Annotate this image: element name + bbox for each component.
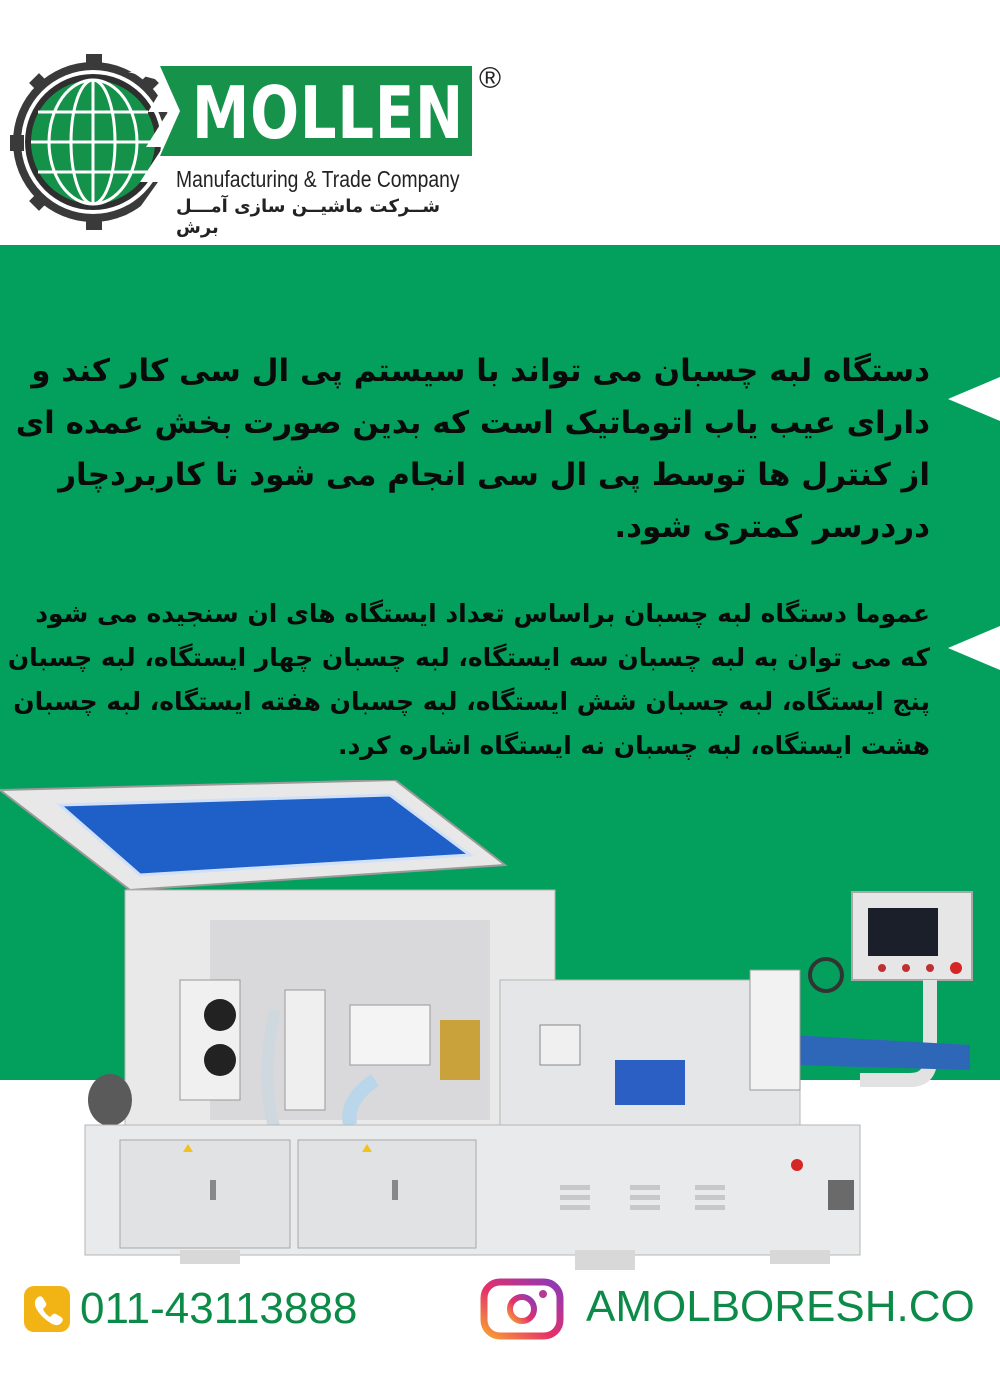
- brand-name: MOLLEN: [192, 71, 465, 155]
- decorative-notch: [948, 377, 1000, 421]
- registered-mark: ®: [479, 62, 502, 95]
- phone-number[interactable]: 011-43113888: [80, 1284, 358, 1333]
- tagline-english: Manufacturing & Trade Company: [176, 166, 460, 192]
- instagram-icon: [480, 1278, 564, 1340]
- edge-banding-machine-image: [0, 780, 1000, 1290]
- decorative-notch: [948, 626, 1000, 670]
- description-paragraph-stations: عموما دستگاه لبه چسبان براساس تعداد ایستگاه های ان سنجیده می شود که می توان به لبه چسبان سه ایستگاه، لبه چسبان چهار ایستگاه، لبه چسبان پنج ایستگاه، لبه چسبان شش ایستگاه، لبه چسبان هفته ایستگاه، لبه چسبان هشت ایستگاه، لبه چسبان نه ایستگاه اشاره کرد.: [7, 599, 930, 760]
- phone-icon: [24, 1286, 70, 1332]
- brand-banner-arrow: [160, 66, 182, 156]
- tagline-persian: شــرکت ماشیــن سازی آمـــل برش: [176, 196, 441, 238]
- instagram-handle[interactable]: AMOLBORESH.CO: [586, 1282, 975, 1331]
- description-paragraph-plc: دستگاه لبه چسبان می تواند با سیستم پی ال سی کار کند و دارای عیب یاب اتوماتیک است که بدین صورت بخش عمده ای از کنترل ها توسط پی ال سی انجام می شود تا کاربردچار دردرسر کمتری شود.: [15, 353, 930, 545]
